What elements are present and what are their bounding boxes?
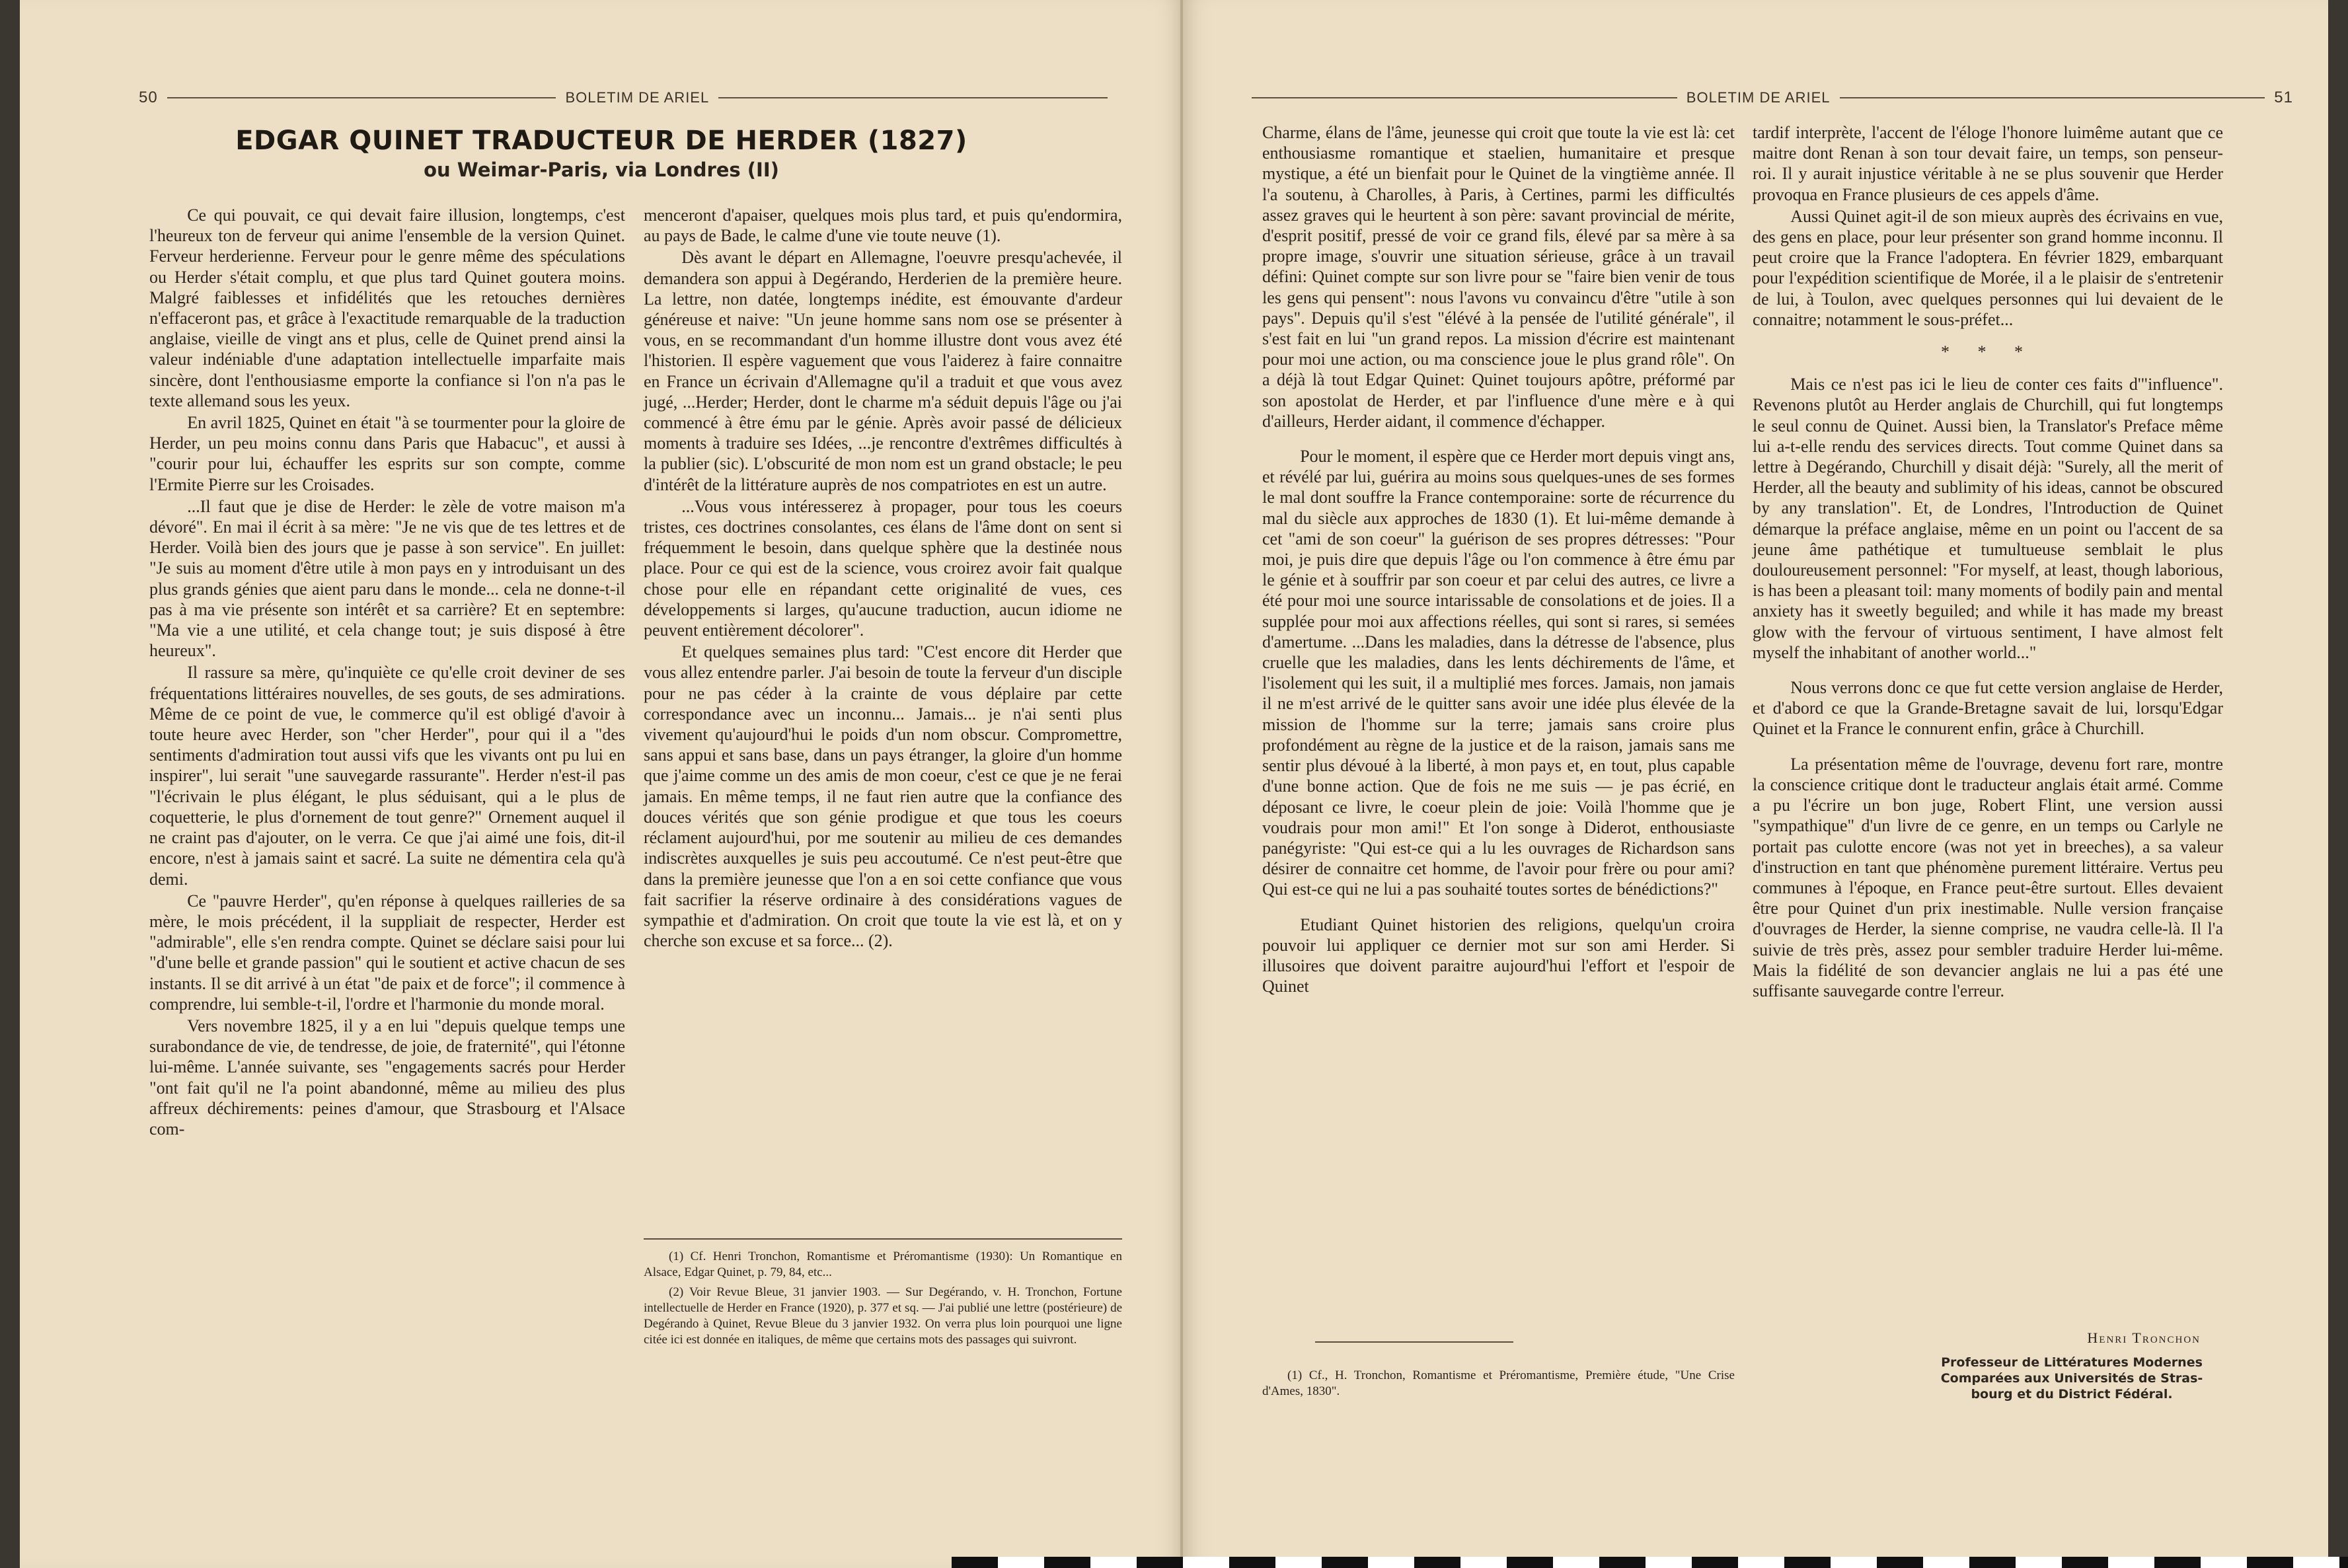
- head-rule: [1252, 97, 1677, 98]
- article-title: EDGAR QUINET TRADUCTEUR DE HERDER (1827): [235, 126, 967, 156]
- article-subtitle: ou Weimar-Paris, via Londres (II): [424, 159, 779, 181]
- footnote: (1) Cf., H. Tronchon, Romantisme et Préromantisme, Première étude, "Une Crise d'Ames, 1830".: [1262, 1368, 1735, 1398]
- paragraph: ...Il faut que je dise de Herder: le zèle de votre maison m'a dévoré". En mai il écrit à sa mère: "Je ne vis que de tes lettres et de Herder. Voilà bien des jours que je passe à son service". En juillet: "Je suis au moment d'être utile à mon pays en y introduisant un des plus grands génies que aient paru dans le monde... cela ne donne-t-il pas à ma vie présente son intérêt et sa carrière? Et en septembre: "Ma vie a une utilité, et cela change tout; je suis disposé à être heureux".: [149, 496, 625, 661]
- footnote: (1) Cf. Henri Tronchon, Romantisme et Préromantisme (1930): Un Romantique en Alsace, Edgar Quinet, p. 79, 84, etc...: [644, 1250, 1122, 1279]
- author-affiliation: [1916, 1355, 2227, 1402]
- affiliation-line: Professeur de Littératures Modernes: [1941, 1355, 2203, 1370]
- page-number-right: 51: [2274, 89, 2293, 106]
- paragraph: tardif interprète, l'accent de l'éloge l'honore luimême autant que ce maitre dont Renan à son tour devait faire, un temps, son penseur-roi. Il y aurait injustice véritable à ne se plus souvenir que Herder provoqua en France plusieurs de ces appels d'âme.: [1753, 123, 2223, 204]
- footnote-rule: [1315, 1341, 1513, 1343]
- paragraph: Pour le moment, il espère que ce Herder mort depuis vingt ans, et révélé par lui, guérira au moins sous quelques-unes de ses formes le mal dont souffre la France contemporaine: sorte de récurrence du mal du siècle aux approches de 1830 (1). Et lui-même demande à cet "ami de son coeur" la guérison de ses propres détresses: "Pour moi, je puis dire que depuis l'âge ou l'on commence à être ému par le génie et à souffrir par son coeur et par celui des autres, ce livre a été pour moi une source intarissable de consolations et de joies. Il a supplée pour moi aux affections réelles, qui sont si rares, si semées d'amertume. ...Dans les maladies, dans la détresse de l'absence, plus cruelle que les maladies, dans les lents déchirements de l'âme, et l'isolement qui les suit, il a multiplié mes forces. Jamais, non jamais il ne m'est arrivé de le quitter sans avoir une idée plus élevée de la mission de l'homme sur la terre; jamais sans croire plus profondément au règne de la justice et de la raison, jamais sans me sentir plus dévoué à la liberté, à mon pays et, en tout, plus capable d'une bonne action. Que de fois ne me suis — je pas écrié, en déposant ce livre, le coeur plein de joie: Voilà l'homme que je voudrais pour mon ami!" Et l'on songe à Diderot, enthousiaste panégyriste: "Qui est-ce qui a lu les ouvrages de Richardson sans désirer de connaitre cet homme, de l'avoir pour frère ou pour ami? Qui est-ce qui ne lui a pas souhaité toutes sortes de bénédictions?": [1262, 447, 1735, 899]
- running-head-title-left: BOLETIM DE ARIEL: [565, 89, 710, 106]
- footnote-rule: [644, 1238, 1122, 1240]
- paragraph: Ce "pauvre Herder", qu'en réponse à quelques railleries de sa mère, le mois précédent, il la suppliait de respecter, Herder est "admirable", elle s'en rendra compte. Quinet se déclare saisi pour lui "d'une belle et grande passion" qui le soutient et active chacun de ses instants. Il se dit arrivé à un état "de paix et de force"; il commence à comprendre, lui semble-t-il, l'ordre et l'harmonie du monde moral.: [149, 891, 625, 1014]
- head-rule: [1840, 97, 2265, 98]
- right-page: [1183, 0, 2328, 1568]
- paragraph: ...Vous vous intéresserez à propager, pour tous les coeurs tristes, ces doctrines consolantes, ces élans de l'âme dont on sent si fréquemment le besoin, dans quelque sphère que la destinée nous place. Pour ce qui est de la science, vous croirez avoir fait qualque chose pour elle en répandant cette originalité de vues, ces développements si larges, qu'aucune traduction, aucun idiome ne peuvent entièrement décolorer".: [644, 496, 1122, 640]
- left-page: [20, 0, 1183, 1568]
- right-column-2: [1753, 122, 2223, 1001]
- paragraph: La présentation même de l'ouvrage, devenu fort rare, montre la conscience critique dont le traducteur anglais était armé. Comme a pu l'écrire un bon juge, Robert Flint, une version aussi "sympathique" d'un livre de ce genre, en un temps ou Carlyle ne portait pas culotte encore (was not yet in breeches), a sa valeur d'instruction en tant que phénomène purement littéraire. Vertus peu communes à l'époque, en France peut-être surtout. Elles devaient être pour Quinet d'un prix inestimable. Nulle version française d'ouvrages de Herder, la sienne comprise, ne vaudra celle-là. Il l'a suivie de très près, assez pour sembler traduire Herder lui-même. Mais la fidélité de son devancier anglais ne lui a pas été une suffisante sauvegarde contre l'erreur.: [1753, 754, 2223, 1000]
- scan-scale-bar: [952, 1557, 2348, 1568]
- head-rule: [718, 97, 1108, 98]
- running-head-left: [139, 85, 1117, 111]
- footnotes-right: [1262, 1368, 1735, 1403]
- paragraph: En avril 1825, Quinet en était "à se tourmenter pour la gloire de Herder, un peu moins connu dans Paris que Habacuc", et aussi à "courir pour lui, échauffer les esprits sur son compte, comme l'Ermite Pierre sur les Croisades.: [149, 413, 625, 494]
- running-head-right: [1242, 85, 2293, 111]
- paragraph: Nous verrons donc ce que fut cette version anglaise de Herder, et d'abord ce que la Grande-Bretagne savait de lui, lorsqu'Edgar Quinet et la France le connurent enfin, grâce à Churchill.: [1753, 678, 2223, 739]
- paragraph: menceront d'apaiser, quelques mois plus tard, et puis qu'endormira, au pays de Bade, le calme d'une vie toute neuve (1).: [644, 205, 1122, 246]
- page-number-left: 50: [139, 89, 158, 106]
- author-signature: Henri Tronchon: [2087, 1329, 2201, 1346]
- paragraph: Etudiant Quinet historien des religions, quelqu'un croira pouvoir lui appliquer ce dernier mot sur son ami Herder. Si illusoires que doivent paraitre aujourd'hui l'effort et l'espoir de Quinet: [1262, 915, 1735, 996]
- footnotes-left: [644, 1249, 1122, 1352]
- paragraph: Aussi Quinet agit-il de son mieux auprès des écrivains en vue, des gens en place, pour leur présenter son grand homme inconnu. Il peut croire que la France l'adoptera. En février 1829, embarquant pour l'expédition scientifique de Morée, il a le plaisir de s'entretenir de lui, à Toulon, avec quelques personnes qui lui devaient de le connaitre; notamment le sous-préfet...: [1753, 206, 2223, 329]
- right-column-1: [1262, 122, 1735, 996]
- paragraph: Et quelques semaines plus tard: "C'est encore dit Herder que vous allez entendre parler. J'ai besoin de toute la ferveur d'un disciple pour ne pas céder à la crainte de vous déplaire par cette correspondance avec un inconnu... Jamais... je n'ai senti plus vivement qu'aujourd'hui le poids d'un nom obscur. Compromettre, sans appui et sans base, dans un pays étranger, la gloire d'un homme que j'aime comme un des amis de mon coeur, c'est ce que je ne ferai jamais. En même temps, il ne faut rien autre que la confiance des douces vérités que son génie prodigue et que tous les coeurs réclament aujourd'hui, por me soutenir au milieu de ces demandes indiscrètes auxquelles je suis peu accoutumé. Ce n'est peut-être que dans la première jeunesse que l'on a en soi cette confiance que vous fait sacrifier la réserve ordinaire à des considérations vagues de sympathie et d'admiration. On croit que toute la vie est là, et on y cherche son excuse et sa force... (2).: [644, 642, 1122, 951]
- section-break-stars: * * *: [1941, 342, 2035, 362]
- left-column-2: [644, 205, 1122, 951]
- paragraph: Il rassure sa mère, qu'inquiète ce qu'elle croit deviner de ses fréquentations littéraires nouvelles, de ses gouts, de ses admirations. Même de ce point de vue, le commerce qu'il est obligé d'avoir à toute heure avec Herder, son "cher Herder", pour qui il a "des sentiments d'admiration tout aussi vifs que les vivants ont pu lui en inspirer", lui serait "une sauvegarde rassurante". Herder n'est-il pas "l'écrivain le plus élégant, le plus séduisant, qui a le plus de coquetterie, le plus d'ornement de tout genre?" Ornement auquel il ne craint pas d'ajouter, on le verra. Ce que j'ai aimé une fois, dit-il encore, n'est à jamais saint et sacré. La suite ne démentira cela qu'à demi.: [149, 663, 625, 889]
- affiliation-line: bourg et du District Fédéral.: [1971, 1387, 2173, 1401]
- paragraph: Charme, élans de l'âme, jeunesse qui croit que toute la vie est là: cet enthousiasme romantique et staelien, humanitaire et presque mystique, a été un bienfait pour le Quinet de la vingtième année. Il l'a soutenu, à Charolles, à Paris, à Certines, parmi les difficultés assez graves qui le heurtent à son père: savant provincial de mérite, d'esprit positif, pressé de voir ce grand fils, élevé par sa mère à sa propre image, s'ouvrir une situation sérieuse, grâce à un travail défini: Quinet compte sur son livre pour se "faire bien venir de tous les gens qui pensent": nous l'avons vu convaincu d'être "utile à son pays". Depuis qu'il s'est "élévé à la pensée de l'utilité générale", il s'est fait en lui "un grand repos. La mission d'écrire est maintenant pour moi une action, ou ma conscience joue le plus grand rôle". On a déjà là tout Edgar Quinet: Quinet toujours apôtre, préformé par son apostolat de Herder, et par l'influence d'une mère e à qui d'ailleurs, Herder aidant, il commence d'échapper.: [1262, 123, 1735, 431]
- footnote: (2) Voir Revue Bleue, 31 janvier 1903. — Sur Degérando, v. H. Tronchon, Fortune intellectuelle de Herder en France (1920), p. 377 et sq. — J'ai publié une lettre (postérieure) de Degérando à Quinet, Revue Bleue du 3 janvier 1932. On verra plus loin pourquoi une ligne citée ici est donnée en italiques, de même que certains mots des passages qui suivront.: [644, 1285, 1122, 1347]
- paragraph: Mais ce n'est pas ici le lieu de conter ces faits d'"influence". Revenons plutôt au Herder anglais de Churchill, qui fut longtemps le seul connu de Quinet. Aussi bien, la Translator's Preface même lui a-t-elle rendu des services directs. Tout comme Quinet dans sa lettre à Degérando, Churchill y disait déjà: "Surely, all the merit of Herder, all the beauty and sublimity of his ideas, cannot be obscured by any translation". Et, de Londres, l'Introduction de Quinet démarque la préface anglaise, même en un point ou l'accent de sa jeune âme pathétique et tumultueuse semblait le plus douloureusement personnel: "For myself, at least, though laborious, is has been a pleasant toil: many moments of bodily pain and mental anxiety has it sweetly beguiled; and while it has made my breast glow with the fervour of virtuous sentiment, I have almost felt myself the inhabitant of another world...": [1753, 375, 2223, 662]
- paragraph: Dès avant le départ en Allemagne, l'oeuvre presqu'achevée, il demandera son appui à Degérando, Herderien de la première heure. La lettre, non datée, longtemps inédite, est émouvante d'ardeur généreuse et naive: "Un jeune homme sans nom ose se présenter à vous, en se recommandant d'un homme illustre dont vous avez été l'historien. Il espère vaguement que vous l'aiderez à faire connaitre en France un écrivain d'Allemagne qu'il a traduit et que vous avez jugé, ...Herder; Herder, dont le charme m'a séduit depuis l'âge ou j'ai commencé à être ému par le génie. Après avoir passé de délicieux moments à traduire ses Idées, ...je rencontre d'extrêmes difficultés à la publier (sic). L'obscurité de mon nom est un grand obstacle; le peu d'intérêt de la littérature auprès de nos compatriotes en est un autre.: [644, 248, 1122, 494]
- head-rule: [167, 97, 556, 98]
- paragraph: Vers novembre 1825, il y a en lui "depuis quelque temps une surabondance de vie, de tendresse, de joie, de fraternité", qui l'étonne lui-même. L'année suivante, ses "engagements sacrés pour Herder "ont fait qu'il ne l'a point abandonné, même au milieu des plus affreux déchirements: peines d'amour, que Strasbourg et l'Alsace com-: [149, 1016, 625, 1139]
- paragraph: Ce qui pouvait, ce qui devait faire illusion, longtemps, c'est l'heureux ton de ferveur qui anime l'ensemble de la version Quinet. Ferveur herderienne. Ferveur pour le genre même des spéculations ou Herder s'était complu, et que plus tard Quinet goutera moins. Malgré faiblesses et infidélités que les retouches dernières n'effaceront pas, et grâce à l'exactitude remarquable de la traduction anglaise, vieille de vingt ans et plus, celle de Quinet prend ainsi la valeur indéniable d'une adaptation intellectuelle imparfaite mais sincère, dont l'enthousiasme emporte la confiance si l'on n'a pas le texte allemand sous les yeux.: [149, 205, 625, 410]
- affiliation-line: Comparées aux Universités de Stras-: [1940, 1371, 2203, 1386]
- left-column-1: [149, 205, 625, 1139]
- running-head-title-right: BOLETIM DE ARIEL: [1686, 89, 1831, 106]
